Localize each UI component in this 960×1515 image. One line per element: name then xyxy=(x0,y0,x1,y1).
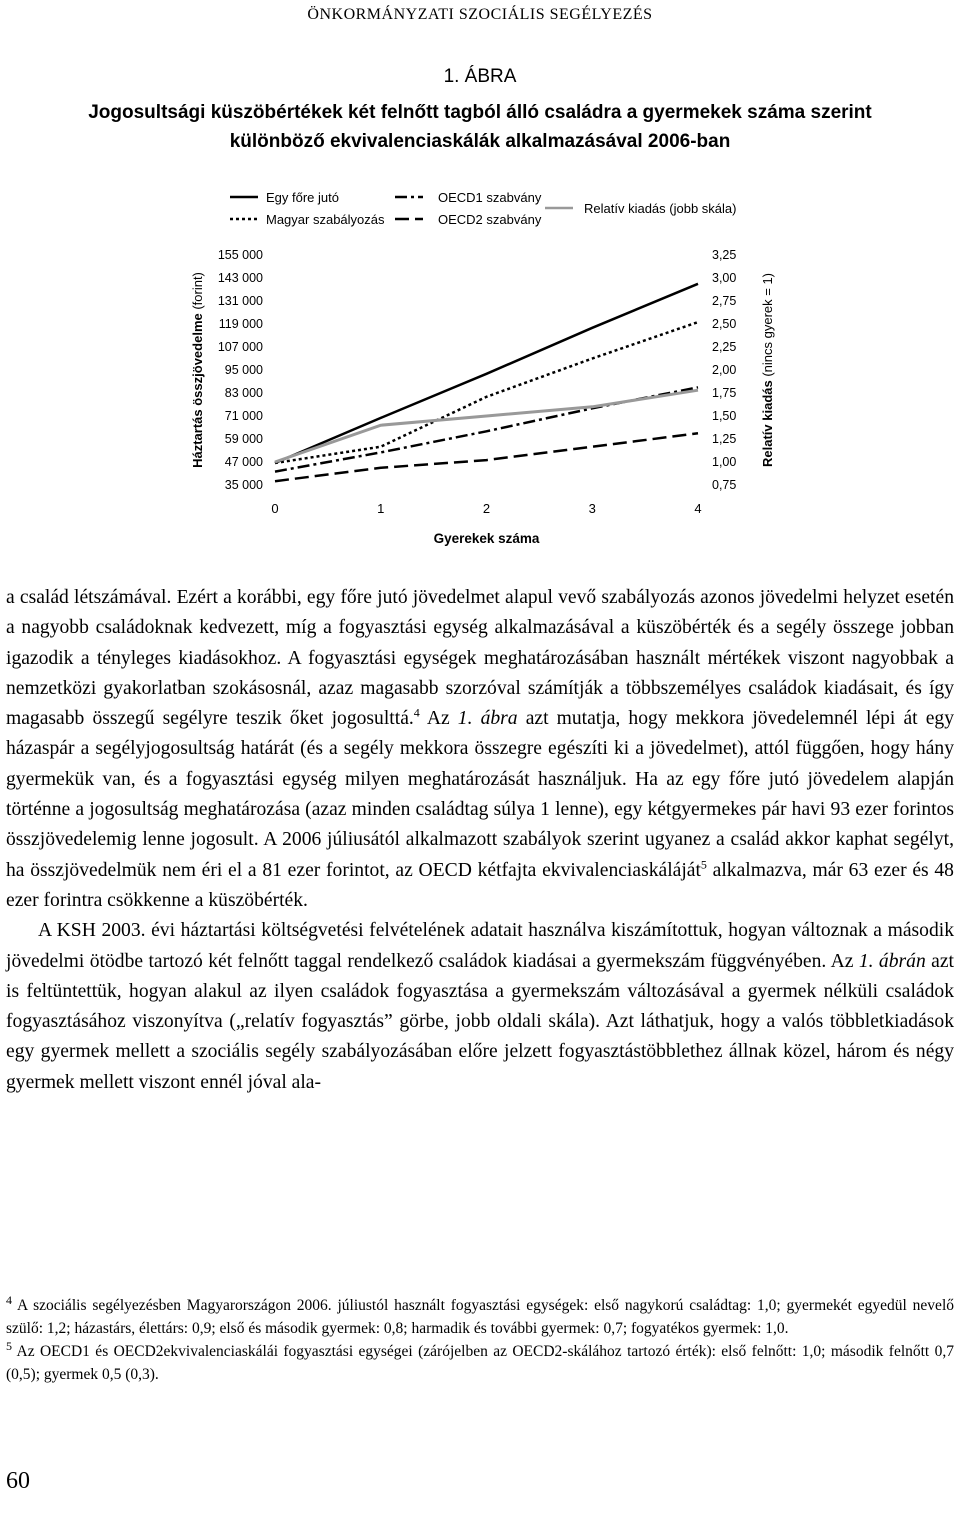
x-tick-label: 0 xyxy=(271,501,279,516)
threshold-chart xyxy=(180,175,800,555)
y-tick-label: 119 000 xyxy=(218,317,263,331)
x-tick-label: 1 xyxy=(377,501,385,516)
y2-tick-label: 3,00 xyxy=(712,271,737,285)
footnote-text: Az OECD1 és OECD2ekvivalenciaskálái fogyasztási egységei (zárójelben az OECD2-skálához tartozó érték): első felnőtt: 1,0; második felnőtt 0,7 (0,5); gyermek 0,5 (0,3). xyxy=(6,1343,954,1383)
footnote-4 xyxy=(6,1294,954,1340)
y-tick-label: 95 000 xyxy=(224,363,263,377)
figure-ref: 1. ábra xyxy=(457,708,518,730)
y-tick-label: 107 000 xyxy=(217,340,263,354)
footnote-text: A szociális segélyezésben Magyarországon 2006. júliustól használt fogyasztási egységek: első nagykorú családtag: 1,0; gyermekét egyedül nevelő szülő: 1,2; házastárs, élettárs: 0,9; első és második gyermek: 0,8; harmadik és további gyermek: 0,7; fogyatékos gyermek: 1,0. xyxy=(6,1297,954,1337)
legend-label: OECD2 szabvány xyxy=(438,212,542,227)
y2-tick-label: 1,25 xyxy=(712,432,737,446)
p1-text-4: alkalmazva, már 63 ezer és 48 ezer forintra csökkenne a küszöbérték. xyxy=(6,859,954,911)
legend-label: Magyar szabályozás xyxy=(266,212,385,227)
y-tick-label: 35 000 xyxy=(224,478,263,492)
y2-tick-label: 2,50 xyxy=(712,317,737,331)
body-text xyxy=(6,583,954,1098)
y-tick-label: 143 000 xyxy=(217,271,263,285)
p1-text-1: a család létszámával. Ezért a korábbi, egy főre jutó jövedelmet alapul vevő szabályozás azonos jövedelmi helyzet esetén a nagyobb családoknak kedvezett, míg a fogyasztási egység alkalmazásával a küszöbérték és a segély összege jobban igazodik a tényleges kiadásokhoz. A fogyasztási egységek meghatározásában használt mértékek viszont nagyobbak a nemzetközi gyakorlatban szokásosnál, azaz magasabb szorzóval számítják a többszemélyes családok kiadásait, és így magasabb összegű segélyre teszik őket jogosulttá. xyxy=(6,587,954,730)
footnote-5 xyxy=(6,1340,954,1386)
y-tick-label: 83 000 xyxy=(224,386,263,400)
p2-text-1: A KSH 2003. évi háztartási költségvetési felvételének adatait használva kiszámítottuk, hogyan változnak a második jövedelmi ötödbe tartozó két felnőtt taggal rendelkező családok kiadásai a gyermekszám függvényében. Az xyxy=(6,920,954,972)
page-number: 60 xyxy=(6,1468,30,1494)
running-header: ÖNKORMÁNYZATI SZOCIÁLIS SEGÉLYEZÉS xyxy=(307,6,653,23)
y2-tick-label: 2,00 xyxy=(712,363,737,377)
y-axis-label: Háztartás összjövedelme (forint) xyxy=(190,272,205,468)
x-tick-label: 4 xyxy=(694,501,702,516)
figure-number: 1. ÁBRA xyxy=(443,66,517,87)
legend-label: OECD1 szabvány xyxy=(438,190,542,205)
paragraph-2 xyxy=(6,916,954,1098)
y2-axis-label: Relatív kiadás (nincs gyerek = 1) xyxy=(760,272,775,468)
footnotes xyxy=(6,1294,954,1386)
footnote-mark: 5 xyxy=(6,1338,12,1353)
x-tick-label: 2 xyxy=(482,501,491,516)
y-tick-label: 155 000 xyxy=(217,248,263,262)
footnote-ref-5[interactable]: 5 xyxy=(700,857,707,872)
footnote-mark: 4 xyxy=(6,1292,12,1307)
y-tick-label: 47 000 xyxy=(224,455,263,469)
legend-label: Egy főre jutó xyxy=(266,190,339,205)
x-tick-label: 3 xyxy=(588,501,596,516)
y2-tick-label: 2,75 xyxy=(712,294,737,308)
p1-text-3: azt mutatja, hogy mekkora jövedelemnél lépi át egy házaspár a segélyjogosultság határát (és a segély mekkora összegre egészíti ki a jövedelmet), attól függően, hogy hány gyermekük van, és a fogyasztási egység milyen meghatározását használjuk. Ha az egy főre jutó jövedelem alapján történne a jogosultság meghatározása (azaz minden családtag súlya 1 lenne), egy kétgyermekes pár havi 93 ezer forintos összjövedelemig lenne jogosult. A 2006 júliusától alkalmazott szabályok szerint ugyanez a család akkor kaphat segélyt, ha összjövedelmük nem éri el a 81 ezer forintot, az OECD kétfajta ekvivalenciaskáláját xyxy=(6,708,954,881)
p2-text-2: azt is feltüntettük, hogyan alakul az ilyen családok fogyasztása a gyermekszám változásával a gyermek nélküli családok fogyasztásához viszonyítva („relatív fogyasztás” görbe, jobb oldali skála). Azt láthatjuk, hogy a valós többletkiadások egy gyermek mellett a szociális segély szabályozásában előre jelzett fogyasztástöbblethez állnak közel, három és négy gyermek mellett viszont ennél jóval ala- xyxy=(6,950,954,1093)
y2-tick-label: 2,25 xyxy=(712,340,737,354)
legend-label: Relatív kiadás (jobb skála) xyxy=(584,201,737,216)
paragraph-1 xyxy=(6,583,954,916)
series-line-4 xyxy=(275,390,698,462)
y-tick-label: 71 000 xyxy=(224,409,263,423)
y2-tick-label: 1,75 xyxy=(712,386,737,400)
figure-title: Jogosultsági küszöbértékek két felnőtt tagból álló családra a gyermekek száma szerint különböző ekvivalenciaskálák alkalmazásával 2006-ban xyxy=(88,102,872,152)
p1-text-2: Az xyxy=(419,708,458,730)
y2-tick-label: 3,25 xyxy=(712,248,737,262)
y-tick-label: 131 000 xyxy=(217,294,263,308)
figure-ref: 1. ábrán xyxy=(858,950,926,972)
y-tick-label: 59 000 xyxy=(224,432,263,446)
y2-tick-label: 1,50 xyxy=(712,409,737,423)
footnote-ref-4[interactable]: 4 xyxy=(413,705,420,720)
x-axis-label: Gyerekek száma xyxy=(433,531,540,546)
series-line-0 xyxy=(275,284,698,463)
y2-tick-label: 0,75 xyxy=(712,478,737,492)
y2-tick-label: 1,00 xyxy=(712,455,737,469)
